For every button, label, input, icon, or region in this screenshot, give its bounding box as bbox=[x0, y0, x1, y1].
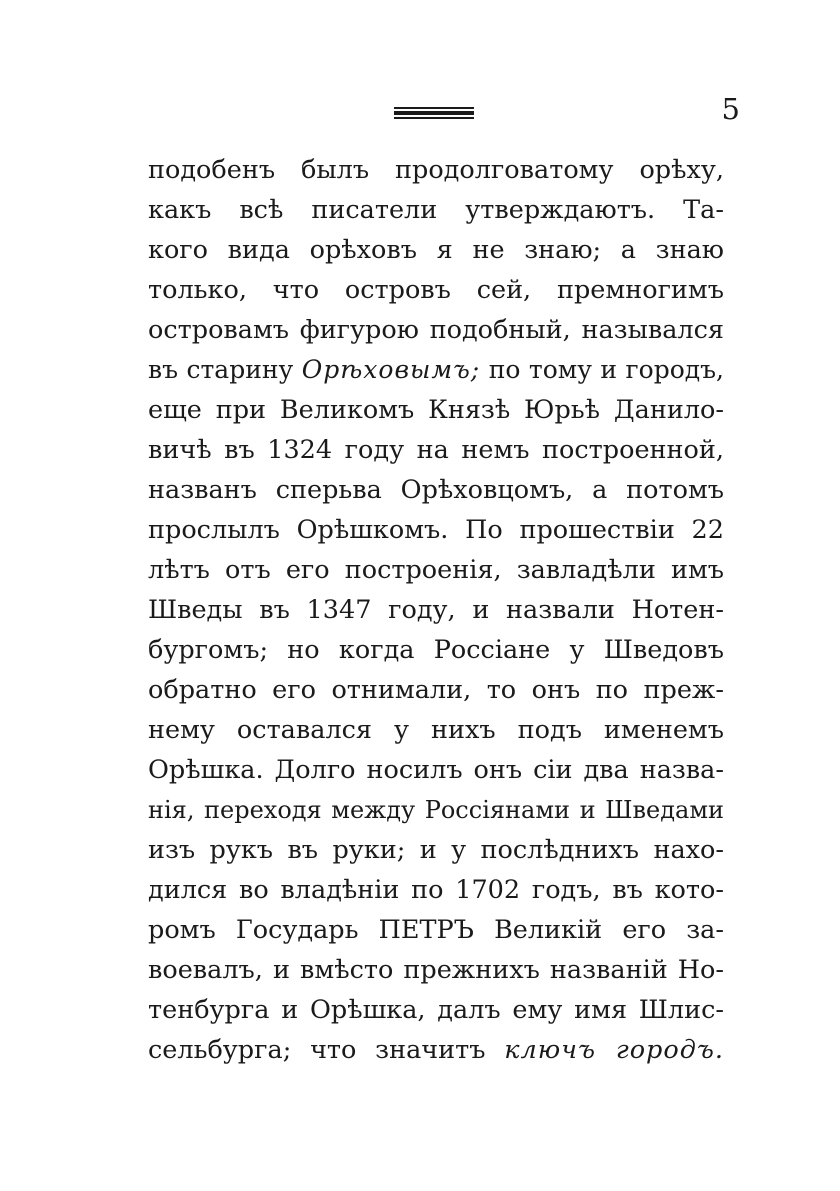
text-line: подобенъ былъ продолговатому орѣху, bbox=[148, 155, 724, 185]
text-line: вичѣ въ 1324 году на немъ построенной, bbox=[148, 435, 724, 465]
text-line: ромъ Государь ПЕТРЪ Великій его за- bbox=[148, 915, 724, 945]
italic-phrase: ключъ городъ. bbox=[504, 1035, 724, 1065]
text-line: дился во владѣніи по 1702 годъ, въ кото- bbox=[148, 875, 724, 905]
header-ornament-rule bbox=[394, 106, 474, 120]
text-segment: по тому и городъ, bbox=[488, 355, 725, 384]
text-line: какъ всѣ писатели утверждаютъ. Та- bbox=[148, 195, 724, 225]
text-line: тенбурга и Орѣшка, далъ ему имя Шлис- bbox=[148, 995, 724, 1025]
text-line: лѣтъ отъ его построенія, завладѣли имъ bbox=[148, 555, 724, 585]
text-line: названъ сперьва Орѣховцомъ, а потомъ bbox=[148, 475, 724, 505]
text-segment: въ старину bbox=[148, 355, 294, 384]
text-line: только, что островъ сей, премногимъ bbox=[148, 275, 724, 305]
page-number: 5 bbox=[721, 92, 740, 126]
text-line: еще при Великомъ Князѣ Юрьѣ Данило- bbox=[148, 395, 724, 425]
text-segment: сельбурга; что значитъ bbox=[148, 1035, 486, 1065]
text-line: нія, переходя между Россіянами и Шведами bbox=[148, 796, 724, 824]
text-line: изъ рукъ въ руки; и у послѣднихъ нахо- bbox=[148, 835, 724, 865]
text-line: обратно его отнимали, то онъ по преж- bbox=[148, 675, 724, 705]
text-line: Орѣшка. Долго носилъ онъ сіи два назва- bbox=[148, 755, 724, 785]
text-line: кого вида орѣховъ я не знаю; а знаю bbox=[148, 235, 724, 265]
text-line: прослылъ Орѣшкомъ. По прошествіи 22 bbox=[148, 515, 724, 545]
text-line-mixed bbox=[148, 350, 724, 390]
italic-word: Орѣховымъ; bbox=[301, 355, 481, 384]
text-line-mixed bbox=[148, 1030, 724, 1070]
text-line: Шведы въ 1347 году, и назвали Нотен- bbox=[148, 595, 724, 625]
text-line: бургомъ; но когда Россіане у Шведовъ bbox=[148, 635, 724, 665]
text-line: воевалъ, и вмѣсто прежнихъ названій Но- bbox=[148, 955, 724, 985]
text-line: островамъ фигурою подобный, назывался bbox=[148, 315, 724, 345]
text-line: нему оставался у нихъ подъ именемъ bbox=[148, 715, 724, 745]
